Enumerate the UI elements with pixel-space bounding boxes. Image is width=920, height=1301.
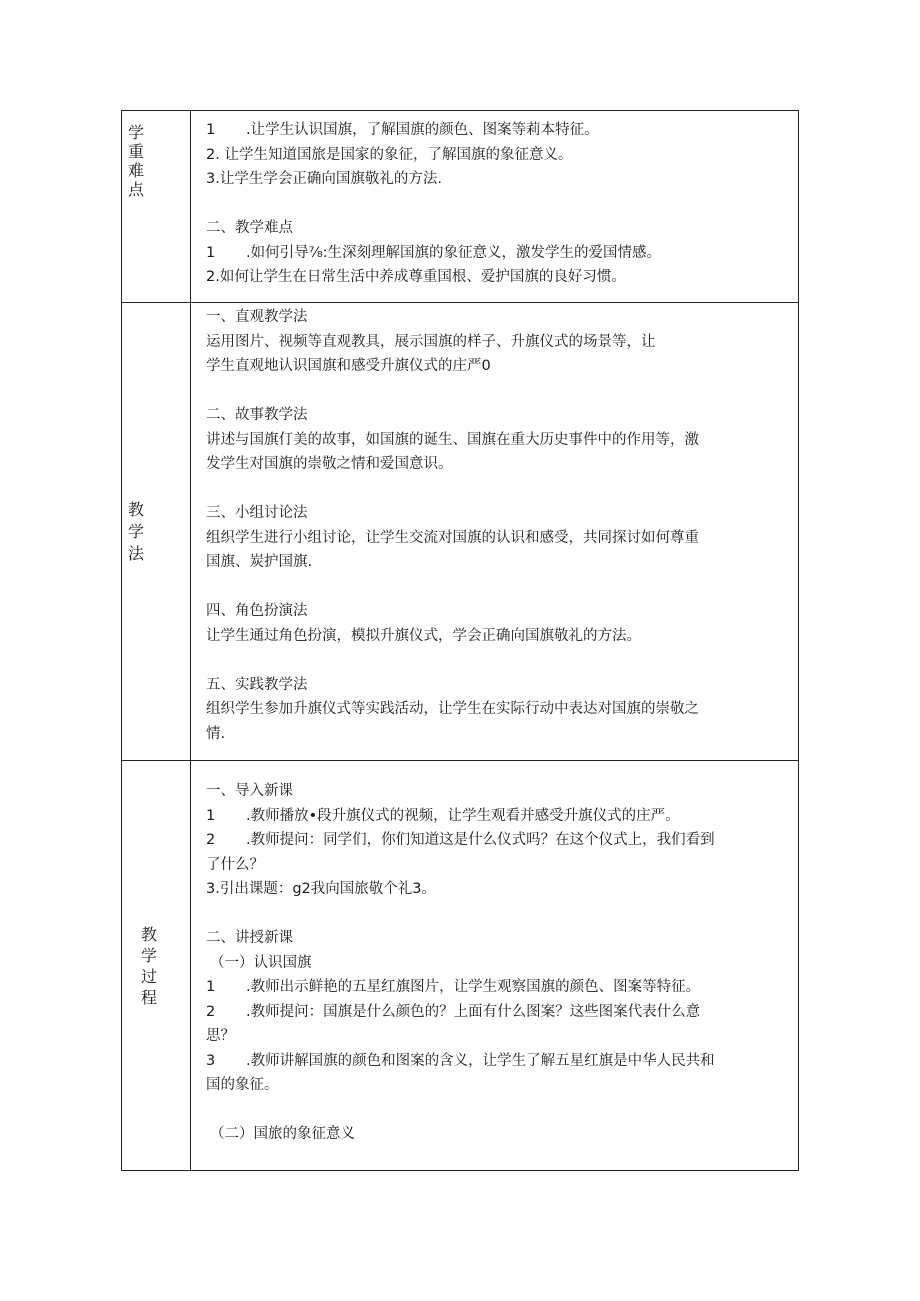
line-text: 了什么？ <box>206 856 264 873</box>
line-text: .教师提问：同学们，你们知道这是什么仪式吗？在这个仪式上，我们看到 <box>246 832 715 848</box>
blank-line <box>206 902 786 927</box>
table-row <box>122 761 799 1171</box>
content-line <box>206 1049 786 1074</box>
blank-line <box>206 575 786 600</box>
content-line <box>206 167 786 192</box>
line-text: 发学生对国旗的崇敬之情和爱国意识。 <box>206 456 453 472</box>
line-text: 2.如何让学生在日常生活中养成尊重国根、爱护国旗的良好习惯。 <box>206 269 626 285</box>
content-line <box>206 779 786 804</box>
content-line <box>206 403 786 428</box>
line-text: 二、教学难点 <box>206 220 293 236</box>
line-number: 1 <box>206 244 216 261</box>
line-text: 2. 让学生知道国旅是国家的象征，了解国旗的象征意义。 <box>206 146 573 163</box>
row-label-cell <box>122 761 191 1171</box>
content-line <box>206 452 786 477</box>
line-text: 3.引出课题：g2我向国旅敬个礼3。 <box>206 881 436 897</box>
content-line <box>206 1122 786 1147</box>
line-text: （二）国旅的象征意义 <box>210 1126 355 1142</box>
content-line <box>206 330 786 355</box>
line-number: 2 <box>206 832 216 848</box>
content-line <box>206 428 786 453</box>
row-content-cell <box>191 303 799 761</box>
content-line <box>206 853 786 878</box>
row-label-cell <box>122 111 191 303</box>
line-text: .教师提问：国旗是什么颜色的？上面有什么图案？这些图案代表什么意 <box>246 1003 701 1020</box>
content-line <box>206 804 786 829</box>
table-row <box>122 111 799 303</box>
content-line <box>206 526 786 551</box>
content-line <box>206 975 786 1000</box>
line-text: .教师讲解国旗的颜色和图案的含义，让学生了解五星红旗是中华人民共和 <box>246 1052 715 1069</box>
lesson-plan-table <box>121 110 799 1171</box>
content-line <box>206 501 786 526</box>
content-line <box>206 624 786 649</box>
content-line <box>206 305 786 330</box>
row-content <box>191 303 798 746</box>
line-text: 思？ <box>206 1028 235 1044</box>
line-text: .教师出示鲜艳的五星红旗图片，让学生观察国旗的颜色、图案等特征。 <box>246 979 701 995</box>
content-line <box>206 550 786 575</box>
row-content <box>191 761 798 1147</box>
content-line <box>206 697 786 722</box>
line-text: .如何引导⅞:生深刻理解国旗的象征意义，激发学生的爱国情感。 <box>246 244 662 261</box>
line-number: 2 <box>206 1003 216 1020</box>
table-row <box>122 303 799 761</box>
line-text: 学生直观地认识国旗和感受升旗仪式的庄严0 <box>206 358 491 374</box>
line-text: 讲述与国旗仃美的故事，如国旗的诞生、国旗在重大历史事件中的作用等，激 <box>206 431 699 448</box>
blank-line <box>206 1098 786 1123</box>
row-content-cell <box>191 761 799 1171</box>
line-text: （一）认识国旗 <box>210 954 312 971</box>
content-line <box>206 241 786 266</box>
content-line <box>206 216 786 241</box>
line-text: 情. <box>206 725 226 742</box>
line-text: 组织学生进行小组讨论，让学生交流对国旗的认识和感受，共同探讨如何尊重 <box>206 529 699 546</box>
row-label: 教学过程 <box>140 924 157 1007</box>
content-line <box>206 118 786 143</box>
content-line <box>206 1024 786 1049</box>
content-line <box>206 1000 786 1025</box>
line-text: 国的象征。 <box>206 1077 279 1093</box>
row-content <box>191 111 798 290</box>
line-text: 五、实践教学法 <box>206 676 308 693</box>
line-text: 一、直观教学法 <box>206 309 308 325</box>
blank-line <box>206 192 786 217</box>
line-number: 1 <box>206 807 216 824</box>
line-text: 让学生通过角色扮演，模拟升旗仪式，学会正确向国旗敬礼的方法。 <box>206 627 641 644</box>
row-label: 学重难点 <box>127 123 144 199</box>
row-content-cell <box>191 111 799 303</box>
line-number: 1 <box>206 979 216 995</box>
line-text: 运用图片、视频等直观教具，展示国旗的样子、升旗仪式的场景等，让 <box>206 333 656 350</box>
content-line <box>206 673 786 698</box>
line-text: 组织学生参加升旗仪式等实践活动，让学生在实际行动中表达对国旗的崇敬之 <box>206 701 699 717</box>
line-text: 四、角色扮演法 <box>206 603 308 619</box>
blank-line <box>206 648 786 673</box>
content-line <box>206 599 786 624</box>
row-label-cell <box>122 303 191 761</box>
blank-line <box>206 379 786 404</box>
content-line <box>206 951 786 976</box>
content-line <box>206 877 786 902</box>
line-text: 三、小组讨论法 <box>206 505 308 521</box>
line-text: 国旗、炭护国旗. <box>206 554 313 570</box>
line-text: 3.让学生学会正确向国旗敬礼的方法. <box>206 171 442 187</box>
content-line <box>206 828 786 853</box>
line-number: 3 <box>206 1052 216 1069</box>
content-line <box>206 722 786 747</box>
line-number: 1 <box>206 122 216 138</box>
line-text: 二、故事教学法 <box>206 407 308 423</box>
content-line <box>206 354 786 379</box>
line-text: .教师播放•段升旗仪式的视频，让学生观看并感受升旗仪式的庄严。 <box>246 807 680 824</box>
line-text: 一、导入新课 <box>206 783 293 799</box>
line-text: 二、讲授新课 <box>206 930 293 946</box>
content-line <box>206 265 786 290</box>
content-line <box>206 1073 786 1098</box>
line-text: .让学生认识国旗，了解国旗的颜色、图案等莉本特征。 <box>246 122 599 138</box>
row-label: 教学法 <box>127 499 144 563</box>
content-line <box>206 926 786 951</box>
content-line <box>206 143 786 168</box>
blank-line <box>206 477 786 502</box>
